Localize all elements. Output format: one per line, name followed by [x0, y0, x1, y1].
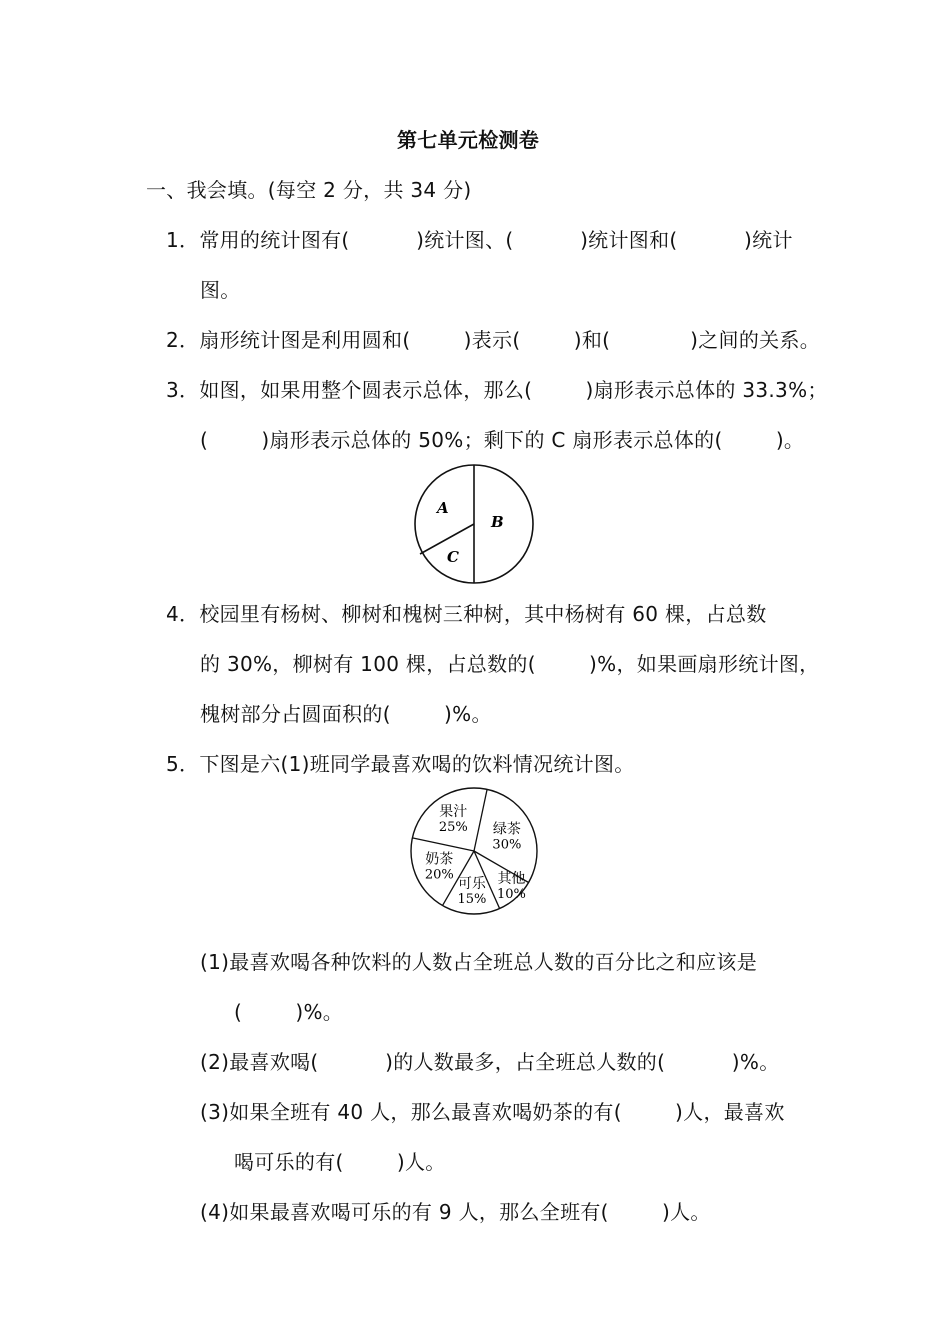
pie-slice-boundary [474, 789, 487, 851]
question-5-sub-1-line-1: (1)最喜欢喝各种饮料的人数占全班总人数的百分比之和应该是 [200, 950, 758, 974]
question-5-sub-1-line-2: ( )%。 [234, 1000, 344, 1024]
pie-slice-value: 30% [492, 837, 522, 853]
page-title: 第七单元检测卷 [397, 128, 540, 152]
sector-label-b: B [491, 513, 504, 531]
question-5-sub-2: (2)最喜欢喝( )的人数最多，占全班总人数的( )%。 [200, 1050, 780, 1074]
section-heading: 一、我会填。(每空 2 分，共 34 分) [146, 178, 472, 202]
question-2-line-1: 2．扇形统计图是利用圆和( )表示( )和( )之间的关系。 [166, 328, 821, 352]
question-5-sub-3-line-2: 喝可乐的有( )人。 [234, 1150, 446, 1174]
question-5-sub-3-line-1: (3)如果全班有 40 人，那么最喜欢喝奶茶的有( )人，最喜欢 [200, 1100, 785, 1124]
sector-label-a: A [437, 499, 449, 517]
question-3-line-1: 3．如图，如果用整个圆表示总体，那么( )扇形表示总体的 33.3%； [166, 378, 828, 402]
question-5-sub-4: (4)如果最喜欢喝可乐的有 9 人，那么全班有( )人。 [200, 1200, 711, 1224]
question-1-line-1: 1．常用的统计图有( )统计图、( )统计图和( )统计 [166, 228, 793, 252]
pie-slice-value: 10% [496, 886, 526, 902]
pie-slice-boundary [412, 838, 474, 851]
question-4-line-3: 槐树部分占圆面积的( )%。 [200, 702, 492, 726]
pie-slice-label: 果汁 [439, 804, 468, 821]
pie-slice-label: 绿茶 [492, 821, 521, 838]
pie-slice-value: 20% [424, 867, 454, 883]
pie-slice-label: 奶茶 [425, 851, 454, 868]
pie-slice-value: 25% [438, 820, 468, 836]
pie-slice-value: 15% [457, 891, 487, 907]
pie-slice-label: 可乐 [457, 875, 486, 892]
question-4-line-1: 4．校园里有杨树、柳树和槐树三种树，其中杨树有 60 棵，占总数 [166, 602, 767, 626]
drink-pie-chart [399, 784, 549, 934]
question-3-line-2: ( )扇形表示总体的 50%；剩下的 C 扇形表示总体的( )。 [200, 428, 805, 452]
question-4-line-2: 的 30%，柳树有 100 棵，占总数的( )%，如果画扇形统计图， [200, 652, 820, 676]
question-1-line-2: 图。 [200, 278, 241, 302]
circle-abc-figure [409, 459, 539, 589]
sector-label-c: C [447, 548, 459, 566]
question-5-intro: 5．下图是六(1)班同学最喜欢喝的饮料情况统计图。 [166, 752, 635, 776]
pie-slice-label: 其他 [497, 870, 526, 887]
